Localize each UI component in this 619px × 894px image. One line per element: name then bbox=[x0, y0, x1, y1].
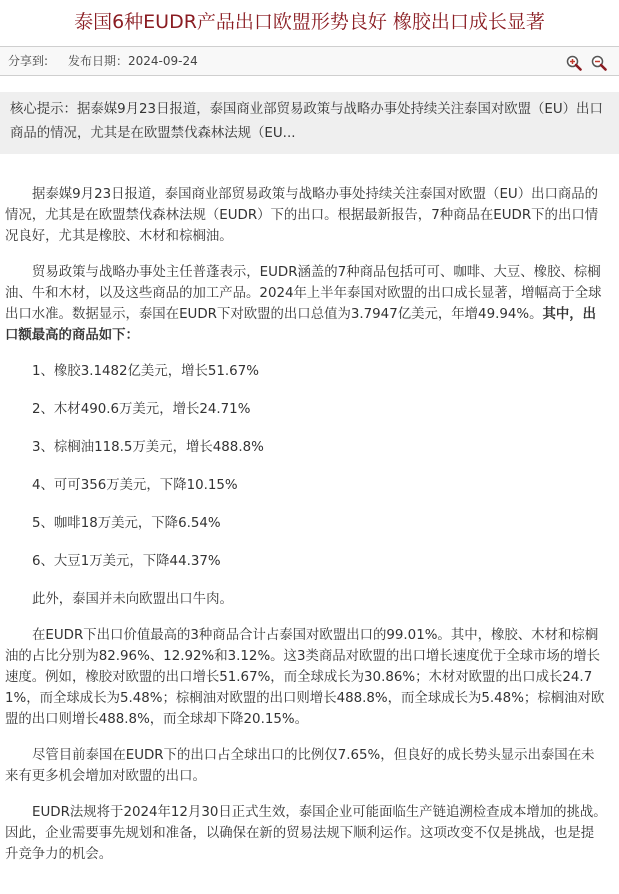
summary-text: 核心提示：据泰媒9月23日报道，泰国商业部贸易政策与战略办事处持续关注泰国对欧盟（EU）出口商品的情况，尤其是在欧盟禁伐森林法规（EU... bbox=[10, 102, 603, 141]
list-item: 6、大豆1万美元，下降44.37% bbox=[32, 554, 221, 569]
article-title: 泰国6种EUDR产品出口欧盟形势良好 橡胶出口成长显著 bbox=[74, 11, 545, 33]
paragraph-4: 在EUDR下出口价值最高的3种商品合计占泰国对欧盟出口的99.01%。其中，橡胶、木材和棕榈油的占比分别为82.96%、12.92%和3.12%。这3类商品对欧盟的出口增长速度优于全球市场的增长速度。例如，橡胶对欧盟的出口增长51.67%，而全球成长为30.86%；木材对欧盟的出口成长24.71%，而全球成长为5.48%；棕榈油对欧盟的出口则增长488.8%，而全球成长为5.48%；棕榈油对欧盟的出口则增长488.8%，而全球却下降20.15%。 bbox=[5, 628, 605, 727]
paragraph-2-bold: 其中，出口额最高的商品如下： bbox=[5, 307, 597, 343]
zoom-out-icon[interactable] bbox=[591, 53, 607, 69]
paragraph-6: EUDR法规将于2024年12月30日正式生效，泰国企业可能面临生产链追溯检查成本增加的挑战。因此，企业需要事先规划和准备，以确保在新的贸易法规下顺利运作。这项改变不仅是挑战，也是提升竞争力的机会。 bbox=[5, 805, 607, 862]
article-body bbox=[0, 184, 619, 880]
list-item: 2、木材490.6万美元，增长24.71% bbox=[32, 402, 251, 417]
paragraph-2 bbox=[5, 262, 607, 346]
publish-date: 发布日期：2024-09-24 bbox=[68, 54, 198, 68]
list-item: 3、棕榈油118.5万美元，增长488.8% bbox=[32, 440, 264, 455]
paragraph-1: 据泰媒9月23日报道，泰国商业部贸易政策与战略办事处持续关注泰国对欧盟（EU）出口商品的情况，尤其是在欧盟禁伐森林法规（EUDR）下的出口。根据最新报告，7种商品在EUDR下的出口情况良好，尤其是橡胶、木材和棕榈油。 bbox=[5, 187, 599, 244]
list-item: 4、可可356万美元，下降10.15% bbox=[32, 478, 238, 493]
paragraph-5: 尽管目前泰国在EUDR下的出口占全球出口的比例仅7.65%，但良好的成长势头显示出泰国在未来有更多机会增加对欧盟的出口。 bbox=[5, 748, 595, 784]
summary-box bbox=[0, 92, 619, 154]
list-item: 5、咖啡18万美元，下降6.54% bbox=[32, 516, 221, 531]
list-item: 1、橡胶3.1482亿美元，增长51.67% bbox=[32, 364, 259, 379]
paragraph-3: 此外，泰国并未向欧盟出口牛肉。 bbox=[32, 592, 233, 607]
article-meta-bar bbox=[0, 46, 619, 76]
zoom-in-icon[interactable] bbox=[566, 53, 582, 69]
paragraph-2-text: 贸易政策与战略办事处主任普蓬表示，EUDR涵盖的7种商品包括可可、咖啡、大豆、橡胶、棕榈油、牛和木材，以及这些商品的加工产品。2024年上半年泰国对欧盟的出口成长显著，增幅高于全球出口水准。数据显示，泰国在EUDR下对欧盟的出口总值为3.7947亿美元，年增49.94%。 bbox=[5, 265, 602, 322]
share-label[interactable]: 分享到: bbox=[8, 54, 49, 68]
